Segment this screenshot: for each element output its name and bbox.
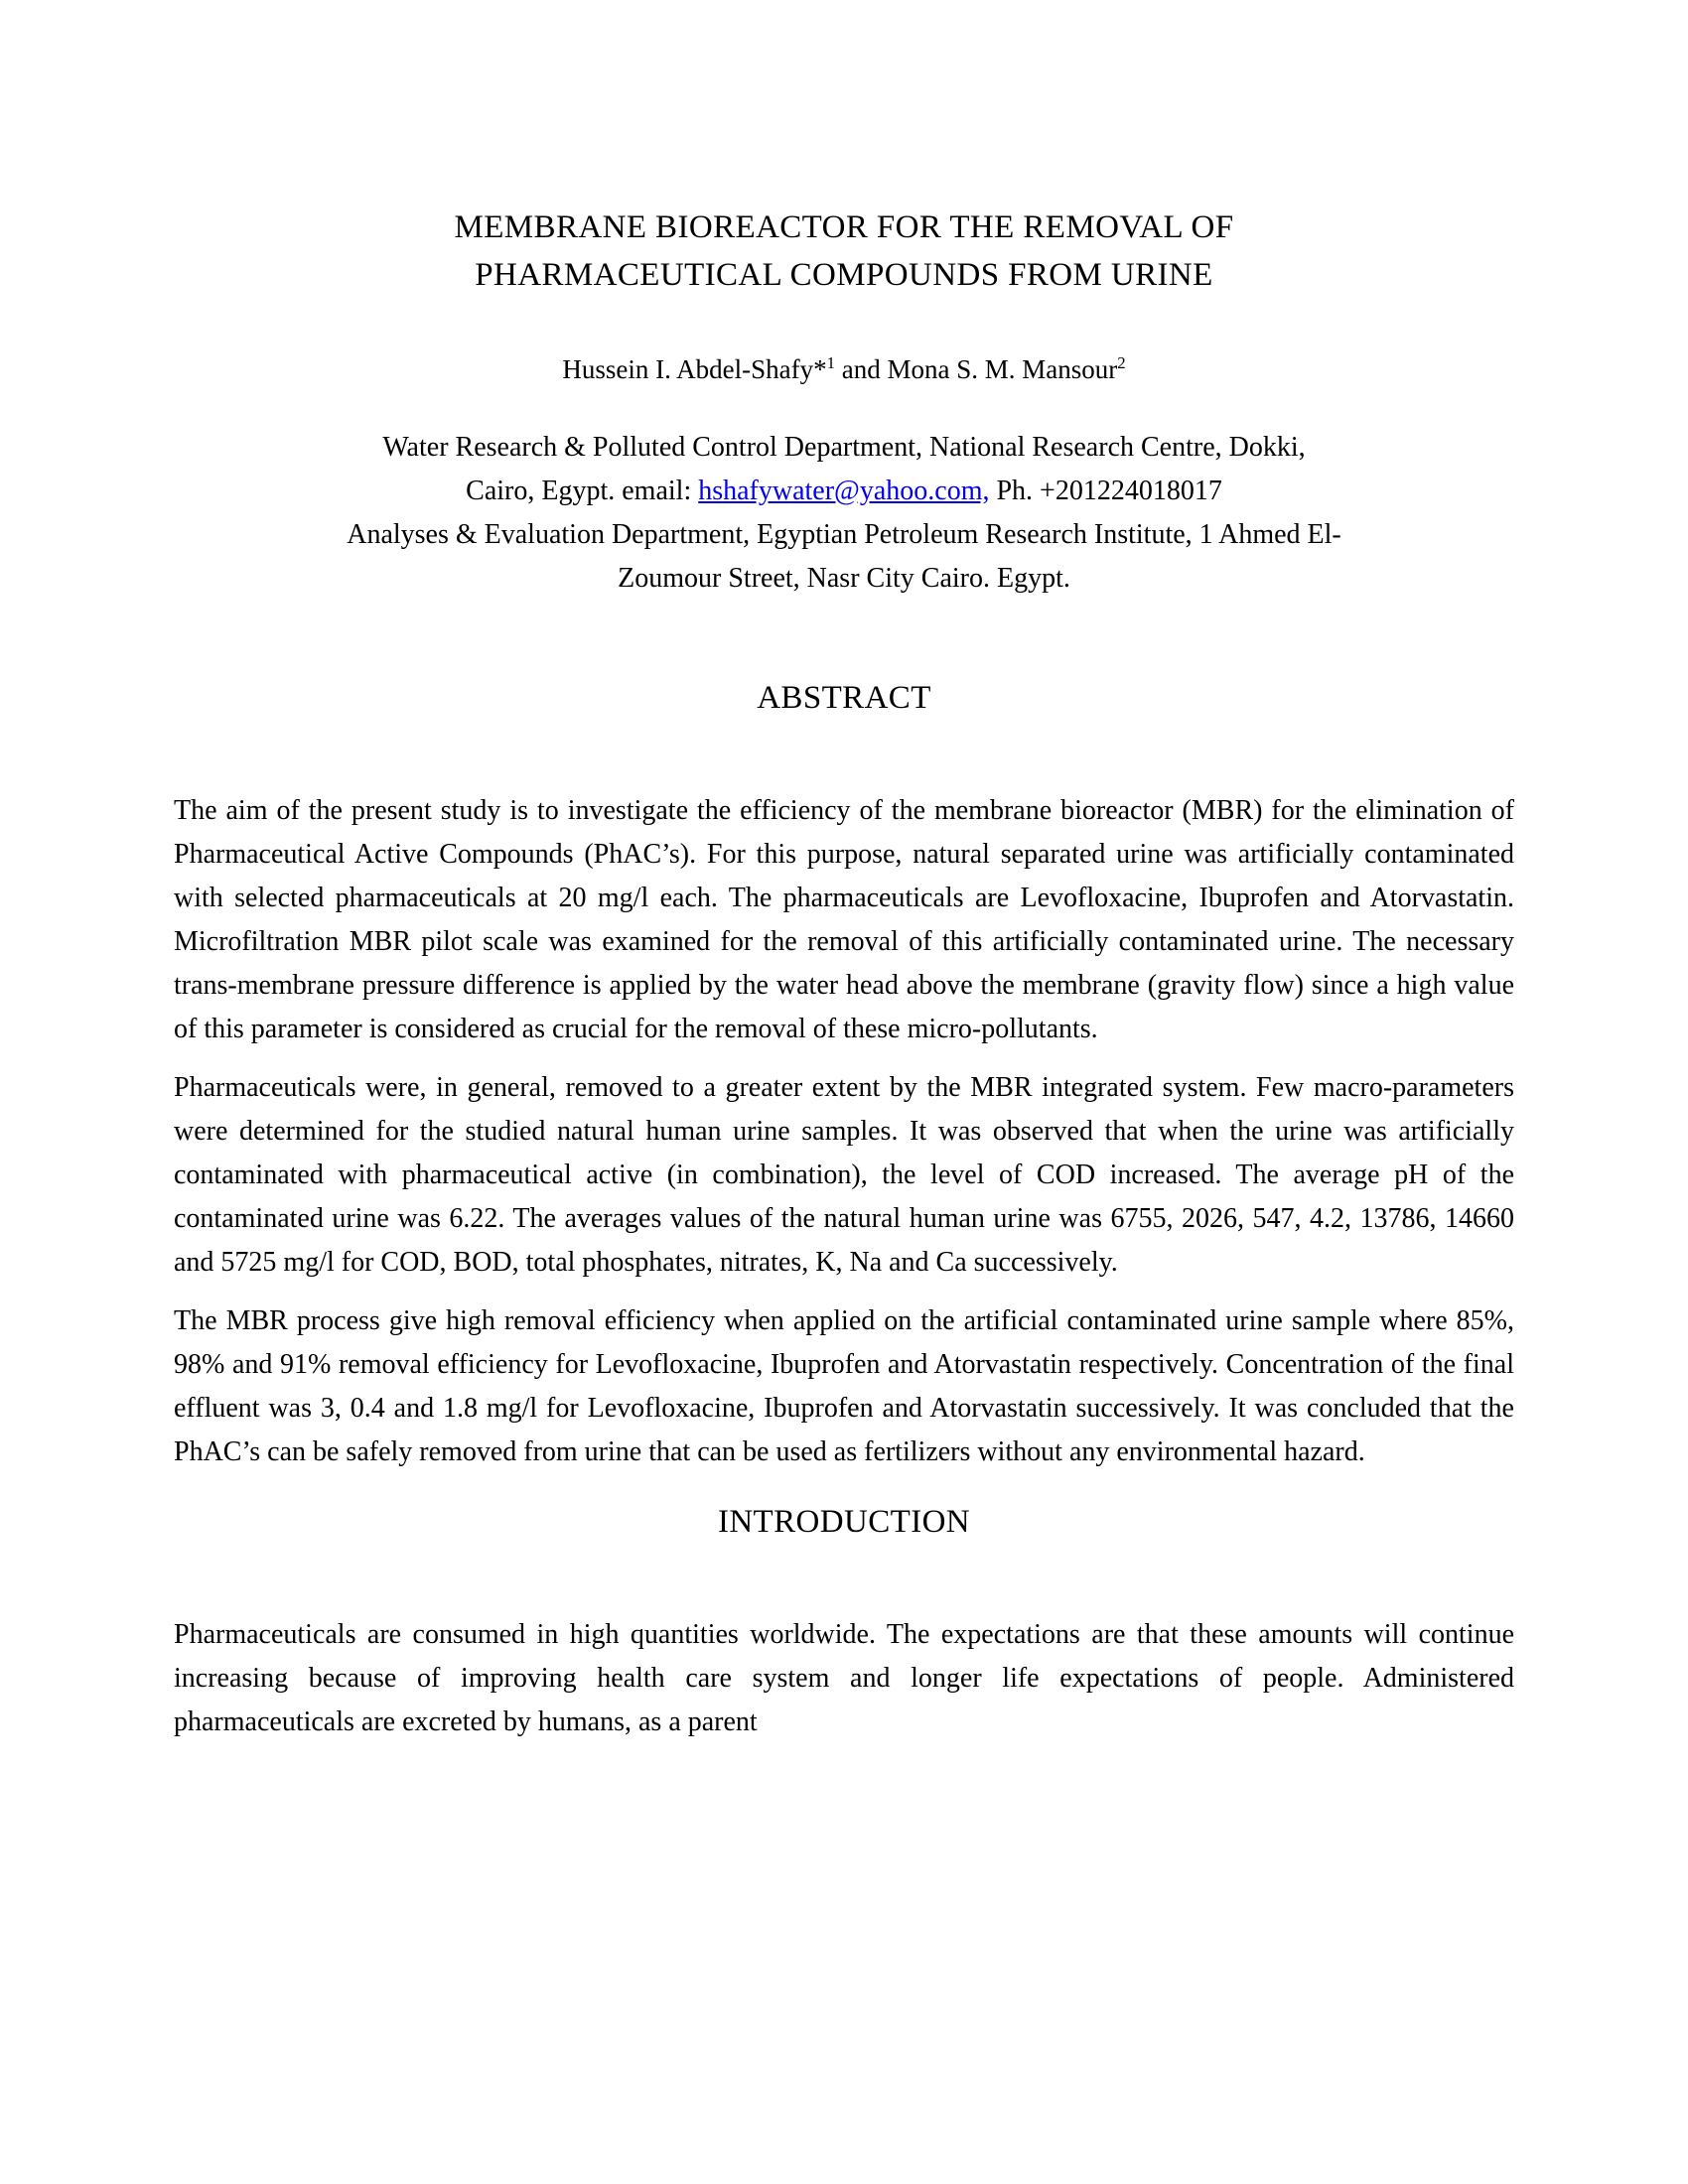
introduction-paragraph-1: Pharmaceuticals are consumed in high quantities worldwide. The expectations are that these amounts will continue increasing because of improving health care system and longer life expectations of people. Administered pharmaceuticals are excreted by humans, as a parent: [174, 1619, 1514, 1737]
introduction-heading: INTRODUCTION: [717, 1504, 971, 1540]
affiliation-line-2-suffix: Ph. +201224018017: [989, 476, 1222, 506]
title-line-2: PHARMACEUTICAL COMPOUNDS FROM URINE: [475, 257, 1213, 293]
author-1-superscript: 1: [826, 353, 835, 372]
affiliation-line-2: [174, 470, 1514, 513]
affiliation-line-2-prefix: Cairo, Egypt. email:: [466, 476, 699, 506]
author-2-name: Mona S. M. Mansour: [887, 354, 1118, 384]
authors-line: [174, 352, 1514, 386]
affiliation-line-3: Analyses & Evaluation Department, Egyptian Petroleum Research Institute, 1 Ahmed El-: [347, 519, 1341, 550]
affiliation-block: [174, 426, 1514, 601]
author-1-name: Hussein I. Abdel-Shafy*: [562, 354, 827, 384]
affiliation-line-4: Zoumour Street, Nasr City Cairo. Egypt.: [618, 563, 1070, 594]
paper-title: [174, 204, 1514, 299]
abstract-paragraph-2: Pharmaceuticals were, in general, removed to a greater extent by the MBR integrated system. Few macro-parameters were determined for the studied natural human urine samples. It was observed that when the urine was artificially contaminated with pharmaceutical active (in combination), the level of COD increased. The average pH of the contaminated urine was 6.22. The averages values of the natural human urine was 6755, 2026, 547, 4.2, 13786, 14660 and 5725 mg/l for COD, BOD, total phosphates, nitrates, K, Na and Ca successively.: [174, 1072, 1514, 1278]
abstract-heading: ABSTRACT: [757, 680, 931, 716]
abstract-paragraph-3: The MBR process give high removal efficiency when applied on the artificial contaminated urine sample where 85%, 98% and 91% removal efficiency for Levofloxacine, Ibuprofen and Atorvastatin respectively. Concentration of the final effluent was 3, 0.4 and 1.8 mg/l for Levofloxacine, Ibuprofen and Atorvastatin successively. It was concluded that the PhAC’s can be safely removed from urine that can be used as fertilizers without any environmental hazard.: [174, 1305, 1514, 1467]
affiliation-line-1: Water Research & Polluted Control Department, National Research Centre, Dokki,: [382, 432, 1306, 463]
authors-connector: and: [834, 354, 888, 384]
email-link[interactable]: hshafywater@yahoo.com,: [698, 476, 990, 506]
author-2-superscript: 2: [1117, 353, 1126, 372]
abstract-paragraph-1: The aim of the present study is to investigate the efficiency of the membrane bioreactor (MBR) for the elimination of Pharmaceutical Active Compounds (PhAC’s). For this purpose, natural separated urine was artificially contaminated with selected pharmaceuticals at 20 mg/l each. The pharmaceuticals are Levofloxacine, Ibuprofen and Atorvastatin. Microfiltration MBR pilot scale was examined for the removal of this artificially contaminated urine. The necessary trans-membrane pressure difference is applied by the water head above the membrane (gravity flow) since a high value of this parameter is considered as crucial for the removal of these micro-pollutants.: [174, 795, 1514, 1044]
title-line-1: MEMBRANE BIOREACTOR FOR THE REMOVAL OF: [454, 209, 1234, 245]
